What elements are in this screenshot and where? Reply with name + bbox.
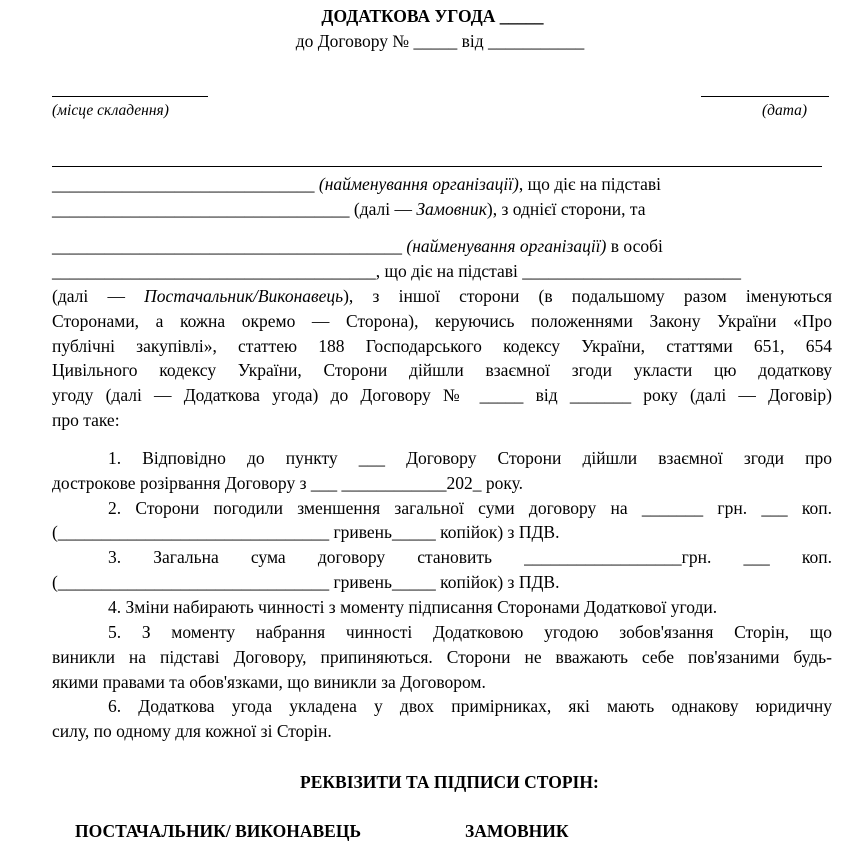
parties-line-4	[52, 238, 663, 256]
parties-line-5	[52, 263, 741, 281]
clause-3-line-1: 3. Загальна сума договору становить __________________грн. ___ коп.	[108, 549, 832, 567]
org-blank: ______________________________	[52, 174, 315, 194]
clause-1-line-2: дострокове розірвання Договору з ___ ____________202_ року.	[52, 473, 523, 493]
parties-line-2-rest: , що діє на підставі	[518, 174, 662, 194]
org2-name-hint: (найменування організації)	[406, 236, 607, 256]
parties-line-10: угоду (далі — Додаткова угода) до Договору № _____ від _______ року (далі — Договір)	[52, 387, 832, 405]
parties-line-4-rest: в особі	[610, 236, 663, 256]
parties-line-6	[52, 288, 832, 306]
clause-6-line-2: силу, по одному для кожної зі Сторін.	[52, 721, 332, 741]
parties-line-7: Сторонами, а кожна окремо — Сторона), керуючись положеннями Закону України «Про	[52, 313, 832, 331]
parties-line-3-a: (далі —	[353, 199, 412, 219]
parties-line-6-a: (далі —	[52, 288, 125, 306]
parties-line-11: про таке:	[52, 410, 120, 430]
person-blank: _____________________________________	[52, 261, 376, 281]
parties-line-5-mid: , що діє на підставі	[375, 261, 518, 281]
document-subtitle: до Договору № _____ від ___________	[295, 31, 585, 51]
parties-line-3-b: ), з однієї сторони, та	[486, 199, 646, 219]
document-title: ДОДАТКОВА УГОДА _____	[321, 6, 544, 26]
supplier-signature-label: ПОСТАЧАЛЬНИК/ ВИКОНАВЕЦЬ	[75, 821, 362, 841]
place-blank-line	[52, 96, 208, 97]
clause-5-line-2: виникли на підставі Договору, припиняються. Сторони не вважають себе пов'язаними будь-	[52, 649, 832, 667]
date-label: (дата)	[762, 102, 808, 119]
full-blank-line	[52, 166, 822, 167]
parties-line-9: Цивільного кодексу України, Сторони дійшли взаємної згоди укласти цю додаткову	[52, 362, 832, 380]
clause-5-line-1: 5. З моменту набрання чинності Додатковою угодою зобов'язання Сторін, що	[108, 624, 832, 642]
signatures-heading: РЕКВІЗИТИ ТА ПІДПИСИ СТОРІН:	[300, 772, 599, 792]
org-name-hint: (найменування організації)	[318, 174, 519, 194]
clause-5-line-3: якими правами та обов'язками, що виникли за Договором.	[52, 672, 486, 692]
clause-6-line-1: 6. Додаткова угода укладена у двох примірниках, які мають однакову юридичну	[108, 698, 832, 716]
clause-4-line-1: 4. Зміни набирають чинності з моменту підписання Сторонами Додаткової угоди.	[108, 597, 718, 617]
supplier-term: Постачальник/Виконавець	[144, 288, 344, 306]
parties-line-6-b: ), з іншої сторони (в подальшому разом іменуються	[343, 288, 832, 306]
clause-2-line-2: (_______________________________ гривень_____ копійок) з ПДВ.	[52, 522, 560, 542]
parties-line-3	[52, 201, 645, 219]
basis-blank: __________________________________	[52, 199, 350, 219]
place-label: (місце складення)	[52, 102, 169, 119]
clause-3-line-2: (_______________________________ гривень_____ копійок) з ПДВ.	[52, 572, 560, 592]
clause-1-line-1: 1. Відповідно до пункту ___ Договору Сторони дійшли взаємної згоди про	[108, 450, 832, 468]
parties-line-2	[52, 176, 661, 194]
date-blank-line	[701, 96, 829, 97]
customer-term: Замовник	[416, 199, 487, 219]
basis2-blank: _________________________	[522, 261, 742, 281]
clause-2-line-1: 2. Сторони погодили зменшення загальної суми договору на _______ грн. ___ коп.	[108, 500, 832, 518]
customer-signature-label: ЗАМОВНИК	[465, 821, 569, 841]
org2-blank: ________________________________________	[52, 236, 402, 256]
parties-line-8: публічні закупівлі», статтею 188 Господарського кодексу України, статтями 651, 654	[52, 338, 832, 356]
